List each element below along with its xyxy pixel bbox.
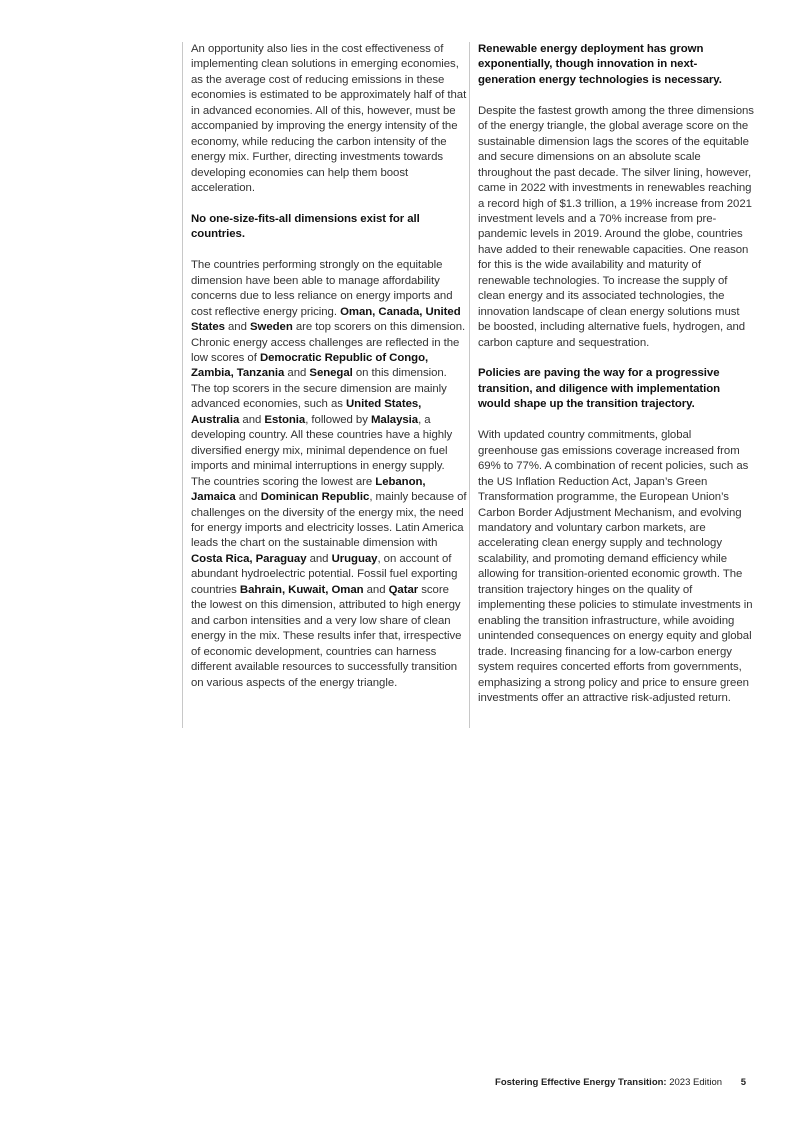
bold-countries: Senegal	[309, 367, 353, 380]
text-span: score the lowest on this dimension, attributed to high energy and carbon intensities and a very low share of clean energy in the mix. These results infer that, irrespective of economic development, countries can harness different available resources to successfully transition on various aspects of the energy triangle.	[191, 583, 462, 689]
bold-countries: United States, Australia	[191, 398, 422, 426]
text-span: The countries performing strongly on the equitable dimension have been able to manage affordability concerns due to less reliance on energy imports and cost reflective energy pricing.	[191, 259, 453, 318]
bold-countries: Estonia	[264, 413, 306, 426]
bold-countries: Sweden	[249, 321, 293, 334]
text-span: on this dimension. The top scorers in the secure dimension are mainly advanced economies, such as	[191, 367, 447, 411]
right-column	[469, 42, 754, 728]
text-span: and	[306, 552, 332, 565]
left-paragraph-1: An opportunity also lies in the cost effectiveness of implementing clean solutions in emerging economies, as the average cost of reducing emissions in these economies is estimated to be approximately half of that in advanced economies. All of this, however, must be accompanied by improving the energy intensity of the economy, while reducing the carbon intensity of the energy mix. Further, directing investments towards developing economies can help them boost acceleration.	[191, 43, 467, 195]
left-heading-1: No one-size-fits-all dimensions exist for all countries.	[191, 212, 420, 241]
footer-edition: 2023 Edition	[669, 1077, 723, 1088]
left-paragraph-2	[191, 258, 467, 691]
bold-countries: Democratic Republic of Congo, Zambia, Tanzania	[191, 352, 429, 380]
text-span: , mainly because of challenges on the diversity of the energy mix, the need for energy imports and electricity losses. Latin America leads the chart on the sustainable dimension with	[191, 491, 467, 550]
bold-countries: Dominican Republic	[260, 491, 370, 504]
page-number: 5	[740, 1077, 746, 1088]
right-heading-1: Renewable energy deployment has grown exponentially, though innovation in next-generation energy technologies is necessary.	[478, 43, 722, 86]
right-heading-2: Policies are paving the way for a progressive transition, and diligence with implementation would shape up the transition trajectory.	[478, 367, 721, 411]
footer-report-title: Fostering Effective Energy Transition:	[495, 1077, 667, 1088]
bold-countries: Oman, Canada, United States	[191, 305, 461, 334]
bold-countries: Qatar	[388, 583, 419, 596]
bold-countries: Malaysia	[370, 413, 419, 426]
bold-countries: Bahrain, Kuwait, Oman	[239, 583, 364, 596]
left-column	[182, 42, 467, 728]
text-span: and	[284, 367, 310, 380]
text-span: , on account of abundant hydroelectric potential. Fossil fuel exporting countries	[191, 552, 458, 596]
text-span: and	[239, 413, 265, 426]
text-span: are top scorers on this dimension. Chronic energy access challenges are reflected in the low scores of	[191, 321, 466, 365]
text-span: and	[224, 321, 250, 334]
bold-countries: Lebanon, Jamaica	[191, 475, 426, 504]
text-span: , a developing country. All these countries have a highly diversified energy mix, minimal dependence on fuel imports and minimal interruptions in energy supply. The countries scoring the lowest are	[191, 413, 453, 488]
bold-countries: Costa Rica, Paraguay	[191, 552, 307, 565]
text-span: and	[363, 583, 389, 596]
text-span: , followed by	[305, 413, 371, 426]
page-footer	[495, 1077, 746, 1088]
right-paragraph-2: With updated country commitments, global greenhouse gas emissions coverage increased from 69% to 77%. A combination of recent policies, such as the US Inflation Reduction Act, Japan’s Green Transformation programme, the European Union’s Carbon Border Adjustment Mechanism, and evolving mandatory and voluntary carbon markets, are accelerating clean energy supply and technology scalability, and promoting demand efficiency while allowing for transition-oriented economic growth. The transition trajectory hinges on the quality of implementing these policies to stimulate investments in enabling the transition infrastructure, while avoiding unintended consequences on energy equity and global trade. Increasing financing for a low-carbon energy system requires concerted efforts from governments, emphasizing a strong policy and price to ensure green investments offer an attractive risk-adjusted return.	[478, 429, 753, 704]
bold-countries: Uruguay	[331, 552, 378, 565]
right-paragraph-1: Despite the fastest growth among the three dimensions of the energy triangle, the global average score on the sustainable dimension lags the scores of the equitable and secure dimensions on an absolute scale throughout the past decade. The silver lining, however, came in 2022 with investments in renewables reaching a record high of $1.3 trillion, a 19% increase from 2021 investment levels and a 70% increase from pre-pandemic levels in 2019. Around the globe, countries have added to their renewable capacities. One reason for this is the wide availability and maturity of renewable technologies. To increase the supply of clean energy and its associated technologies, the innovation landscape of clean energy solutions must be boosted, including alternative fuels, hydrogen, and carbon capture and sequestration.	[478, 104, 754, 349]
text-span: and	[235, 491, 261, 504]
